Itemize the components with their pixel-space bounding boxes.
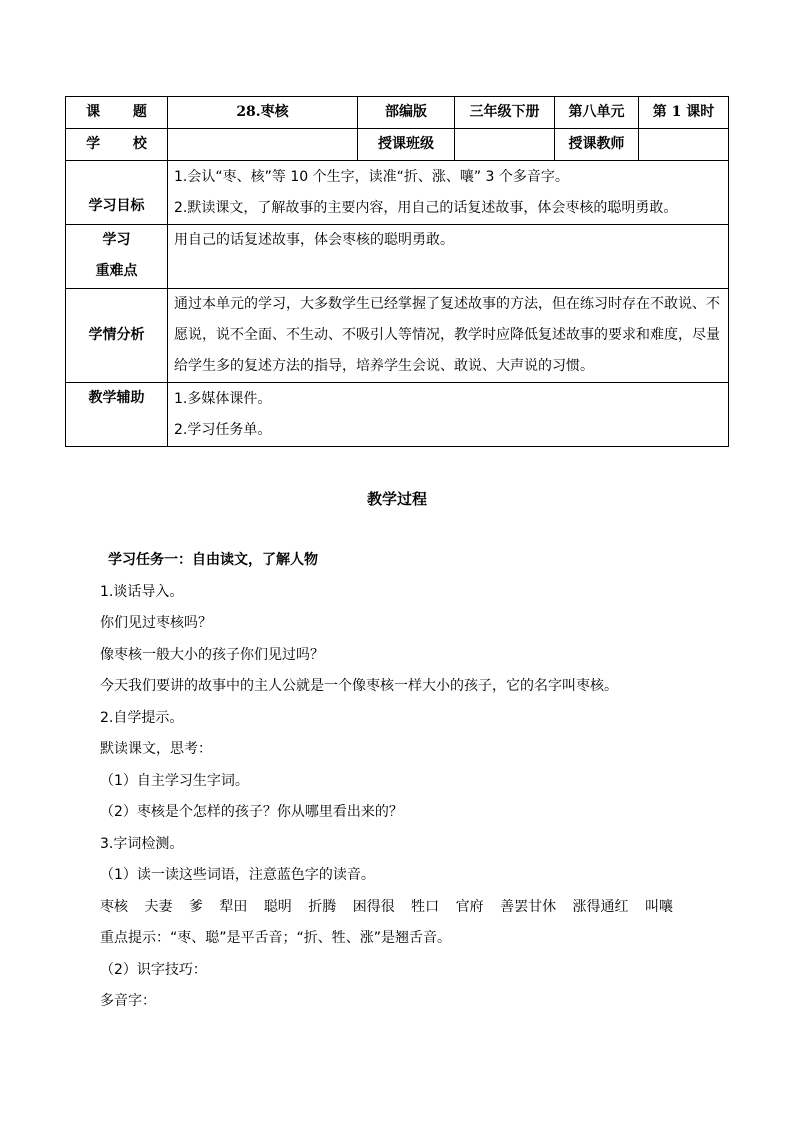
teacher-value bbox=[639, 129, 729, 161]
process-line: 2.自学提示。 bbox=[100, 709, 184, 726]
difficulty-label-line1: 学习 bbox=[102, 232, 131, 248]
unit: 第八单元 bbox=[555, 97, 639, 129]
difficulty-content: 用自己的话复述故事，体会枣核的聪明勇敢。 bbox=[168, 225, 729, 289]
grade: 三年级下册 bbox=[455, 97, 555, 129]
task1-heading: 学习任务一：自由读文，了解人物 bbox=[108, 552, 318, 568]
process-line: （2）枣核是个怎样的孩子？你从哪里看出来的？ bbox=[100, 804, 403, 820]
analysis-label: 学情分析 bbox=[66, 289, 168, 383]
word: 困得很 bbox=[352, 898, 395, 915]
word: 犁田 bbox=[219, 898, 248, 915]
process-line: 3.字词检测。 bbox=[100, 835, 184, 852]
analysis-content bbox=[168, 289, 729, 383]
period: 第 1 课时 bbox=[639, 97, 729, 129]
goals-label: 学习目标 bbox=[66, 161, 168, 225]
lesson-info-table bbox=[65, 96, 729, 447]
process-line: 今天我们要讲的故事中的主人公就是一个像枣核一样大小的孩子，它的名字叫枣核。 bbox=[100, 678, 618, 694]
analysis-line: 给学生多的复述方法的指导，培养学生会说、敢说、大声说的习惯。 bbox=[174, 358, 594, 374]
class-label: 授课班级 bbox=[358, 129, 455, 161]
process-line: 默读课文，思考： bbox=[100, 741, 212, 757]
goals-content bbox=[168, 161, 729, 225]
word: 爹 bbox=[188, 898, 203, 915]
word: 牲口 bbox=[411, 898, 440, 915]
goal-line: 1.会认“枣、核”等 10 个生字，读准“折、涨、嚷” 3 个多音字。 bbox=[174, 168, 569, 185]
edition: 部编版 bbox=[358, 97, 455, 129]
word: 涨得通红 bbox=[572, 898, 629, 915]
analysis-line: 愿说，说不全面、不生动、不吸引人等情况，教学时应降低复述故事的要求和难度，尽量 bbox=[174, 327, 720, 343]
word: 折腾 bbox=[308, 898, 337, 915]
process-line: 你们见过枣核吗？ bbox=[100, 615, 212, 631]
process-line: 1.谈话导入。 bbox=[100, 583, 184, 600]
difficulty-label-line2: 重难点 bbox=[95, 263, 138, 279]
analysis-line: 通过本单元的学习，大多数学生已经掌握了复述故事的方法，但在练习时存在不敢说、不 bbox=[174, 296, 720, 312]
word: 聪明 bbox=[263, 898, 292, 915]
difficulty-label bbox=[66, 225, 168, 289]
aids-label: 教学辅助 bbox=[66, 383, 168, 447]
aids-content bbox=[168, 383, 729, 447]
process-line: 多音字： bbox=[100, 993, 156, 1009]
lesson-title: 28.枣核 bbox=[168, 97, 358, 129]
word: 夫妻 bbox=[144, 898, 173, 915]
goal-line: 2.默读课文，了解故事的主要内容，用自己的话复述故事，体会枣核的聪明勇敢。 bbox=[174, 199, 678, 216]
topic-label: 课 题 bbox=[66, 97, 168, 129]
word-list bbox=[100, 895, 740, 927]
school-label: 学 校 bbox=[66, 129, 168, 161]
process-line: （2）识字技巧： bbox=[100, 961, 207, 978]
word: 官府 bbox=[455, 898, 484, 915]
process-line: （1）自主学习生字词。 bbox=[100, 772, 249, 789]
process-title: 教学过程 bbox=[366, 490, 427, 508]
school-value bbox=[168, 129, 358, 161]
word: 叫嚷 bbox=[644, 898, 673, 915]
process-line: 重点提示：“枣、聪”是平舌音；“折、牲、涨”是翘舌音。 bbox=[100, 930, 452, 946]
aid-line: 1.多媒体课件。 bbox=[174, 390, 272, 407]
process-line: 像枣核一般大小的孩子你们见过吗？ bbox=[100, 646, 324, 663]
teacher-label: 授课教师 bbox=[555, 129, 639, 161]
process-body bbox=[100, 548, 740, 1021]
class-value bbox=[455, 129, 555, 161]
process-line: （1）读一读这些词语，注意蓝色字的读音。 bbox=[100, 867, 375, 883]
aid-line: 2.学习任务单。 bbox=[174, 421, 272, 438]
word: 善罢甘休 bbox=[500, 898, 557, 915]
word: 枣核 bbox=[100, 898, 128, 915]
